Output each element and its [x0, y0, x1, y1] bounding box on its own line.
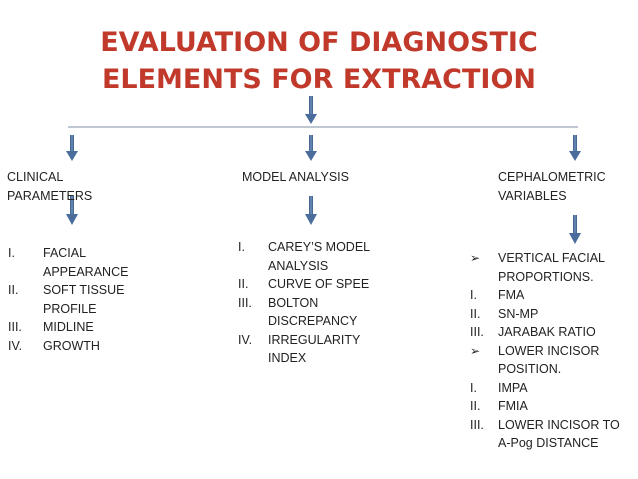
list-marker: III.	[470, 325, 484, 339]
clinical-header-line-2: PARAMETERS	[7, 188, 93, 203]
arrow-ceph-bottom	[569, 215, 581, 244]
list-item	[8, 281, 158, 318]
arrow-model-bottom	[305, 196, 317, 225]
list-text: FMA	[498, 288, 525, 302]
list-item	[470, 416, 630, 453]
list-marker: I.	[8, 246, 15, 260]
list-text: SN-MP	[498, 306, 539, 321]
list-text: CAREY’S MODEL ANALYSIS	[268, 240, 370, 273]
arrow-title-down	[305, 96, 317, 124]
list-text: VERTICAL FACIAL PROPORTIONS.	[498, 251, 605, 284]
arrow-bullet-icon: ➢	[470, 343, 481, 358]
list-text: LOWER INCISOR TO A-Pog DISTANCE	[498, 417, 620, 450]
list-text: SOFT TISSUE PROFILE	[43, 283, 125, 316]
list-text: LOWER INCISOR POSITION.	[498, 343, 600, 376]
list-item	[470, 379, 630, 398]
ceph-header-line-2: VARIABLES	[498, 188, 567, 203]
list-item	[470, 342, 630, 379]
list-marker: II.	[238, 277, 249, 291]
list-marker: II.	[470, 306, 481, 321]
list-text: BOLTON DISCREPANCY	[268, 295, 358, 328]
list-text: JARABAK RATIO	[498, 325, 596, 339]
list-item	[470, 305, 630, 324]
list-text: IRREGULARITY INDEX	[268, 332, 361, 365]
list-text: CURVE OF SPEE	[268, 277, 370, 291]
list-marker: III.	[470, 417, 484, 432]
clinical-header-line-1: CLINICAL	[7, 170, 64, 184]
clinical-list	[8, 244, 158, 355]
title-line-1: EVALUATION OF DIAGNOSTIC	[100, 27, 538, 58]
list-marker: I.	[470, 380, 477, 395]
model-header	[242, 168, 349, 187]
model-header-line-1: MODEL ANALYSIS	[242, 170, 349, 184]
model-list	[238, 238, 398, 368]
arrow-ceph-top	[569, 135, 581, 161]
arrow-model-top	[305, 135, 317, 161]
list-marker: I.	[238, 240, 245, 254]
list-item	[238, 275, 398, 294]
list-text: IMPA	[498, 380, 528, 395]
ceph-header	[498, 168, 606, 205]
list-item	[470, 286, 630, 305]
list-item	[238, 331, 398, 368]
list-item	[8, 244, 158, 281]
list-marker: I.	[470, 288, 477, 302]
list-marker: II.	[470, 399, 481, 413]
list-marker: III.	[8, 320, 22, 334]
list-text: FACIAL APPEARANCE	[43, 246, 129, 279]
ceph-header-line-1: CEPHALOMETRIC	[498, 170, 606, 184]
list-item	[470, 249, 630, 286]
list-marker: III.	[238, 295, 252, 310]
arrow-clinical-top	[66, 135, 78, 161]
ceph-list	[470, 249, 630, 453]
title-line-2: ELEMENTS FOR EXTRACTION	[101, 64, 537, 95]
list-text: MIDLINE	[43, 320, 94, 334]
list-item	[470, 323, 630, 342]
list-text: FMIA	[498, 399, 528, 413]
list-item	[238, 294, 398, 331]
clinical-header	[7, 168, 92, 205]
list-item	[8, 337, 158, 356]
list-marker: IV.	[238, 332, 253, 347]
arrow-bullet-icon: ➢	[470, 251, 481, 265]
list-text: GROWTH	[43, 338, 100, 353]
list-marker: II.	[8, 283, 19, 297]
list-item	[8, 318, 158, 337]
list-item	[238, 238, 398, 275]
list-marker: IV.	[8, 338, 23, 353]
list-item	[470, 397, 630, 416]
